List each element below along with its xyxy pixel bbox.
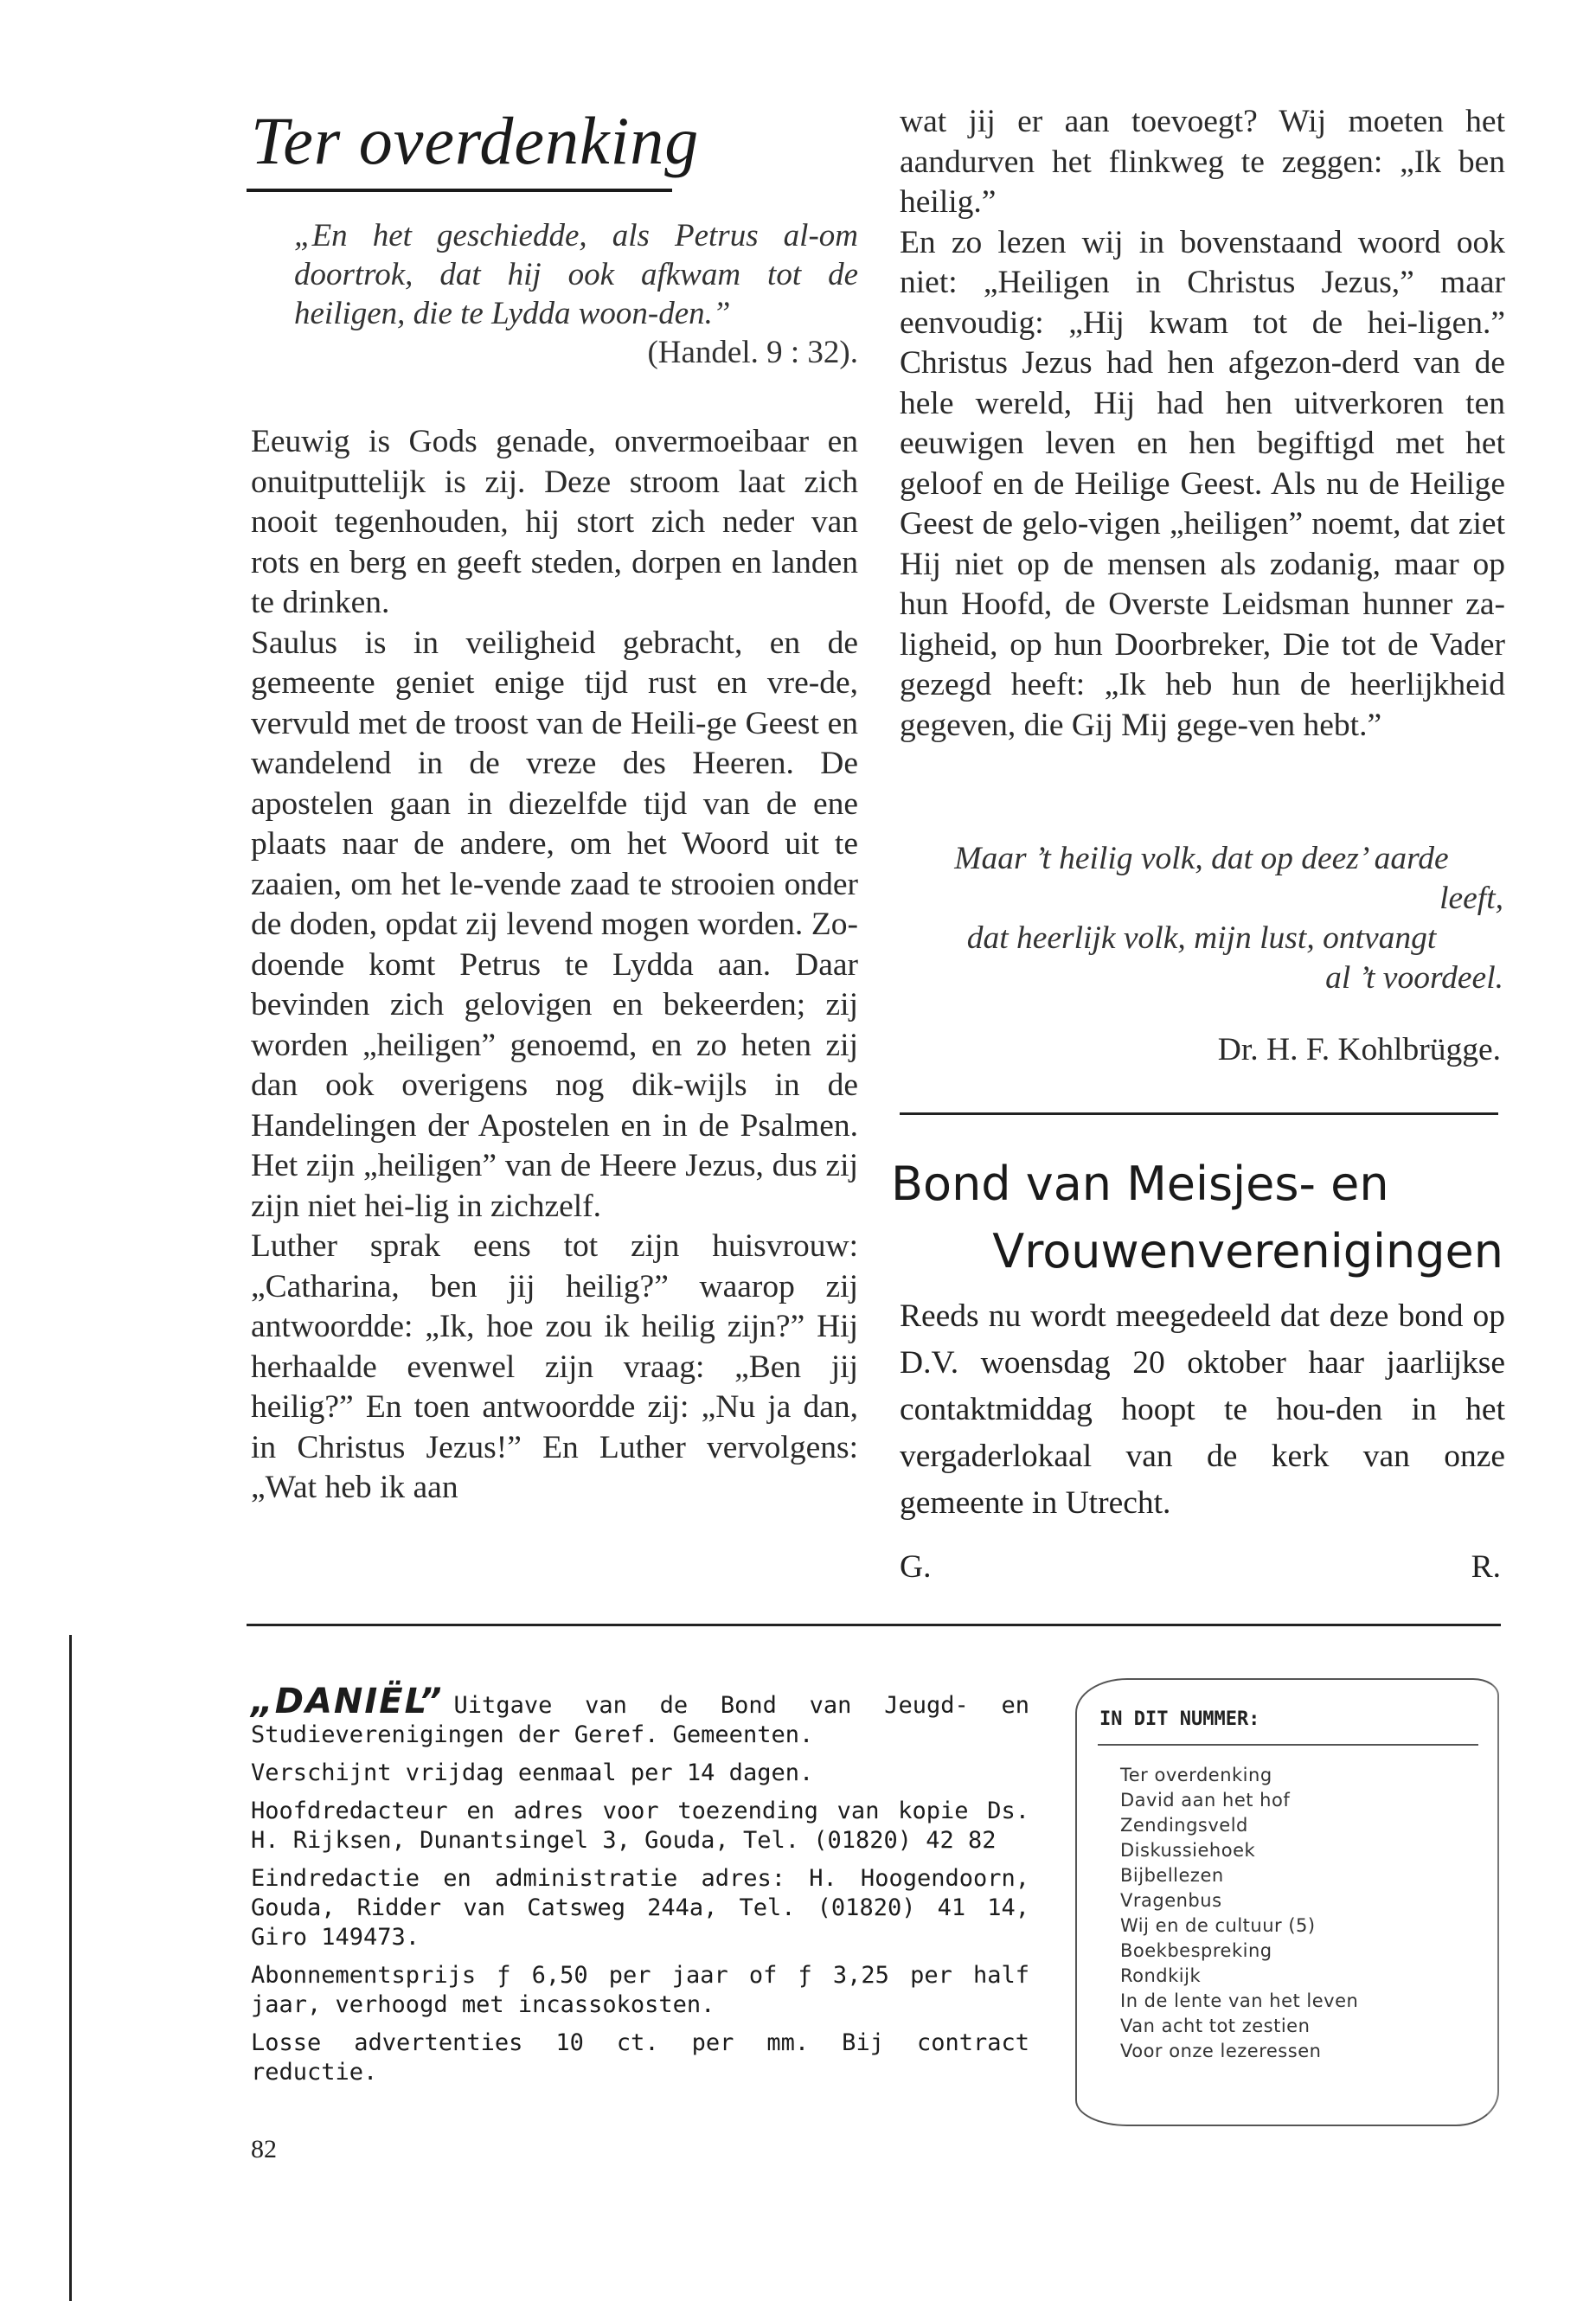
toc-item: Wij en de cultuur (5) [1120,1915,1316,1936]
page-number: 82 [251,2135,277,2163]
bond-title [891,1150,1503,1285]
poem-line: leeft, [1439,881,1503,916]
colophon [251,1682,1029,2096]
toc-list [1120,1763,1358,2064]
toc-item: Rondkijk [1120,1965,1202,1986]
daniel-logo: „DANIËL” [251,1682,444,1721]
toc-item: Boekbespreking [1120,1940,1272,1961]
paragraph: wat jij er aan toevoegt? Wij moeten het aandurven het flinkweg te zeggen: „Ik ben heilig.” [900,104,1505,220]
bond-sign-right: R. [1471,1549,1501,1585]
toc-item: Zendingsveld [1120,1815,1248,1836]
bond-signature [900,1548,1501,1586]
right-column-body [900,102,1505,746]
quote-text: „En het geschiedde, als Petrus al-om doortrok, dat hij ook afkwam tot de heiligen, die te Lydda woon-den.” [294,218,858,331]
toc-item: Voor onze lezeressen [1120,2041,1322,2061]
quote-reference: (Handel. 9 : 32). [647,335,858,370]
toc-item: Diskussiehoek [1120,1840,1256,1861]
section-rule [900,1112,1498,1115]
paragraph: Eeuwig is Gods genade, onvermoeibaar en onuitputtelijk is zij. Deze stroom laat zich nooit tegenhouden, hij stort zich neder van rots en berg en geeft steden, dorpen en landen te drinken. [251,424,858,620]
frequency-text: Verschijnt vrijdag eenmaal per 14 dagen. [251,1759,814,1786]
paragraph: Saulus is in veiligheid gebracht, en de gemeente geniet enige tijd rust en vre-de, vervuld met de troost van de Heili-ge Geest en wandelend in de vreze des Heeren. De apostelen gaan in diezelfde tijd van de ene plaats naar de andere, om het Woord uit te zaaien, om het le-vende zaad te strooien onder de doden, opdat zij levend mogen worden. Zo-doende komt Petrus te Lydda aan. Daar bevinden zich gelovigen en bekeerden; zij worden „heiligen” genoemd, en zo heten zij dan ook overigens nog dik-wijls in de Handelingen der Apostelen en in de Psalmen. Het zijn „heiligen” van de Heere Jezus, dus zij zijn niet hei-lig in zichzelf. [251,625,858,1224]
paragraph: Luther sprak eens tot zijn huisvrouw: „Catharina, ben jij heilig?” waarop zij antwoordde: „Ik, hoe zou ik heilig zijn?” Hij herhaalde evenwel zijn vraag: „Ben jij heilig?” En toen antwoordde zij: „Nu ja dan, in Christus Jezus!” En Luther vervolgens: „Wat heb ik aan [251,1228,858,1505]
editor-text: Hoofdredacteur en adres voor toezending van kopie Ds. H. Rijksen, Dunantsingel 3, Gouda, Tel. (01820) 42 82 [251,1798,1029,1854]
colophon-publisher-line [251,1682,1029,1750]
toc-item: David aan het hof [1120,1790,1291,1811]
bond-title-line1: Bond van Meisjes- en [891,1157,1389,1211]
publisher-text: Uitgave van de Bond van Jeugd- en Studieverenigingen der Geref. Gemeenten. [251,1692,1029,1748]
toc-item: Vragenbus [1120,1890,1222,1911]
poem-line: dat heerlijk volk, mijn lust, ontvangt [966,920,1437,956]
toc-item: Van acht tot zestien [1120,2016,1311,2036]
table-of-contents [1075,1678,1499,2128]
ads-text: Losse advertenties 10 ct. per mm. Bij contract reductie. [251,2029,1029,2086]
toc-divider [1098,1744,1478,1746]
paragraph: En zo lezen wij in bovenstaand woord ook niet: „Heiligen in Christus Jezus,” maar eenvoudig: „Hij kwam tot de hei-ligen.” Christus Jezus had hen afgezon-derd van de hele wereld, Hij had hen uitverkoren ten eeuwigen leven en hen begiftigd met het geloof en de Heilige Geest. Als nu de Heilige Geest de gelo-vigen „heiligen” noemt, dat ziet Hij niet op de mensen als zodanig, maar op hun Hoofd, de Overste Leidsman hunner za-ligheid, op hun Doorbreker, Die tot de Vader gezegd heeft: „Ik heb hun de heerlijkheid gegeven, die Gij Mij gege-ven hebt.” [900,224,1505,743]
toc-heading: IN DIT NUMMER: [1099,1708,1260,1730]
colophon-rule [247,1624,1501,1626]
administration-text: Eindredactie en administratie adres: H. Hoogendoorn, Gouda, Ridder van Catsweg 244a, Tel. (01820) 41 14, Giro 149473. [251,1865,1029,1951]
title-rule [247,189,672,192]
bond-sign-left: G. [900,1549,932,1585]
toc-item: Ter overdenking [1120,1765,1272,1785]
article-signature: Dr. H. F. Kohlbrügge. [1217,1032,1501,1067]
left-column-body [251,422,858,1509]
poem-line: al ’t voordeel. [1325,960,1503,996]
toc-item: In de lente van het leven [1120,1990,1359,2011]
poem [900,839,1503,998]
scripture-quote [294,216,858,372]
article-title: Ter overdenking [251,103,700,178]
poem-line: Maar ’t heilig volk, dat op deez’ aarde [954,841,1449,876]
toc-item: Bijbellezen [1120,1865,1224,1886]
subscription-text: Abonnementsprijs ƒ 6,50 per jaar of ƒ 3,25 per half jaar, verhoogd met incassokosten. [251,1962,1029,2018]
bond-announcement: Reeds nu wordt meegedeeld dat deze bond op D.V. woensdag 20 oktober haar jaarlijkse contaktmiddag hoopt te hou-den in het vergaderlokaal van de kerk van onze gemeente in Utrecht. [900,1298,1505,1521]
margin-bar [69,1635,72,2301]
bond-title-line2: Vrouwenverenigingen [992,1224,1503,1279]
